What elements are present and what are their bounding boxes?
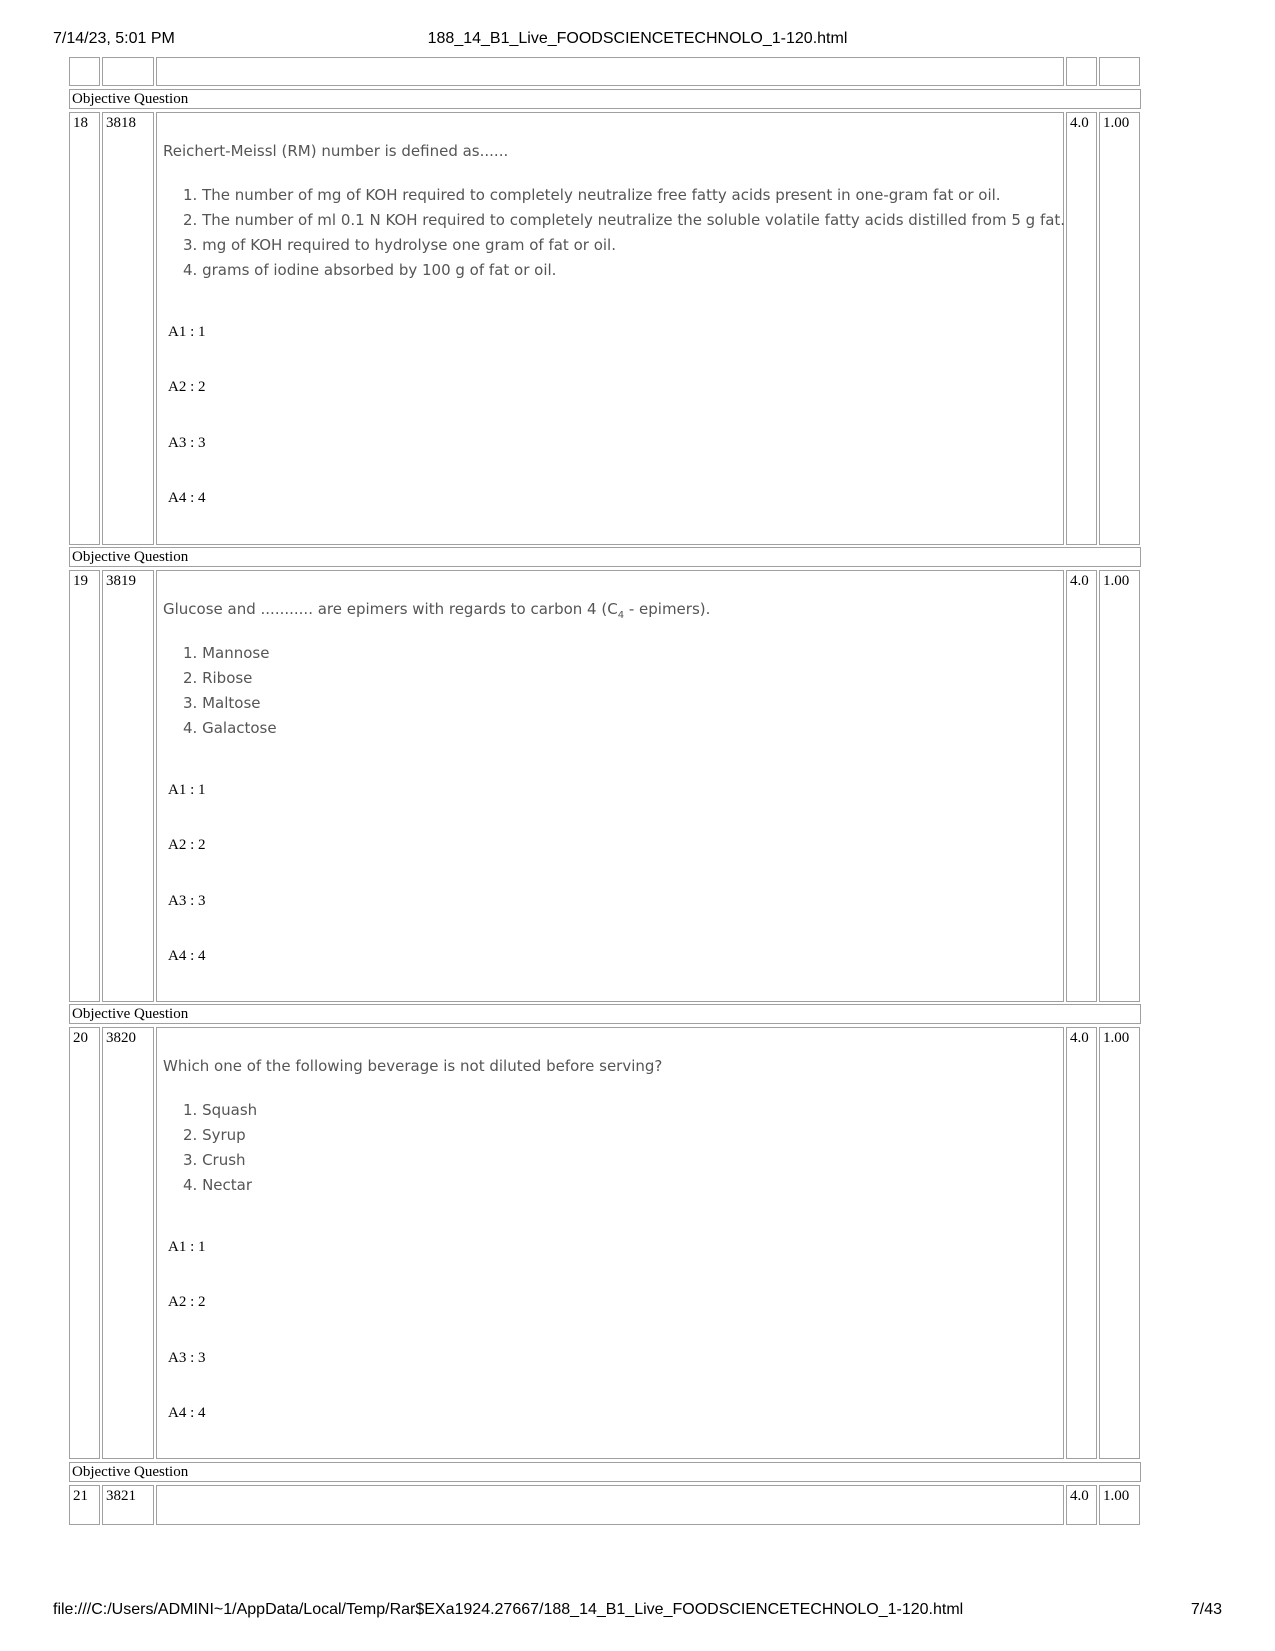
answer-option: A4 : 4 [168,490,206,506]
section-label: Objective Question [69,1004,1141,1024]
answer-option: A1 : 1 [168,782,206,798]
question-id: 3821 [102,1485,154,1525]
option-item: 3. Maltose [183,694,261,712]
prev-marks-cell [1066,57,1097,86]
option-item: 4. grams of iodine absorbed by 100 g of fat or oil. [183,261,557,279]
question-negative-marks: 1.00 [1099,570,1140,1002]
question-negative-marks: 1.00 [1099,112,1140,545]
question-marks: 4.0 [1066,570,1097,1002]
question-negative-marks: 1.00 [1099,1027,1140,1459]
question-stem: Reichert-Meissl (RM) number is defined as...... [163,142,509,160]
print-file-path: file:///C:/Users/ADMINI~1/AppData/Local/Temp/Rar$EXa1924.27667/188_14_B1_Live_FOODSCIENCETECHNOLO_1-120.html [53,1601,964,1618]
option-item: 1. Mannose [183,644,270,662]
question-marks: 4.0 [1066,1027,1097,1459]
question-negative-marks: 1.00 [1099,1485,1140,1525]
option-item: 2. The number of ml 0.1 N KOH required to completely neutralize the soluble volatile fatty acids distilled from 5 g fat. [183,211,1066,229]
prev-negative-cell [1099,57,1140,86]
question-content [156,1485,1064,1525]
question-id: 3820 [102,1027,154,1459]
answer-option: A3 : 3 [168,893,206,909]
question-serial: 20 [69,1027,100,1459]
option-item: 3. Crush [183,1151,246,1169]
question-stem [163,601,1053,624]
question-content [156,570,1064,1002]
option-list [183,641,277,741]
page-indicator: 7/43 [1190,1601,1222,1618]
answer-option: A2 : 2 [168,1294,206,1310]
prev-content-cell [156,57,1064,86]
question-content [156,1027,1064,1459]
question-marks: 4.0 [1066,1485,1097,1525]
question-id: 3819 [102,570,154,1002]
answer-option: A2 : 2 [168,379,206,395]
answer-option: A3 : 3 [168,1350,206,1366]
question-marks: 4.0 [1066,112,1097,545]
answer-option: A4 : 4 [168,1405,206,1421]
question-id: 3818 [102,112,154,545]
answer-option: A4 : 4 [168,948,206,964]
option-item: 4. Nectar [183,1176,253,1194]
question-serial: 19 [69,570,100,1002]
stem-text: Glucose and ........... are epimers with regards to carbon 4 (C [163,600,618,618]
section-label: Objective Question [69,89,1141,109]
option-item: 1. Squash [183,1101,258,1119]
option-item: 1. The number of mg of KOH required to completely neutralize free fatty acids present in one-gram fat or oil. [183,186,1001,204]
print-footer [0,1601,1275,1623]
question-serial: 21 [69,1485,100,1525]
section-label: Objective Question [69,547,1141,567]
section-label: Objective Question [69,1462,1141,1482]
question-table [69,57,1205,1593]
answer-option: A1 : 1 [168,1239,206,1255]
option-item: 2. Syrup [183,1126,246,1144]
prev-sno-cell [69,57,100,86]
option-item: 4. Galactose [183,719,277,737]
answer-option: A3 : 3 [168,435,206,451]
answer-option: A2 : 2 [168,837,206,853]
print-document-title: 188_14_B1_Live_FOODSCIENCETECHNOLO_1-120.html [427,30,848,47]
question-serial: 18 [69,112,100,545]
option-list [183,1098,257,1198]
answer-option: A1 : 1 [168,324,206,340]
prev-qid-cell [102,57,154,86]
print-datetime: 7/14/23, 5:01 PM [53,30,175,47]
stem-text-end: - epimers). [624,600,711,618]
question-content [156,112,1064,545]
option-item: 3. mg of KOH required to hydrolyse one gram of fat or oil. [183,236,616,254]
print-header [0,30,1275,52]
stem-subscript: 4 [617,610,625,621]
question-stem: Which one of the following beverage is not diluted before serving? [163,1057,663,1075]
option-item: 2. Ribose [183,669,253,687]
option-list [183,183,1065,283]
